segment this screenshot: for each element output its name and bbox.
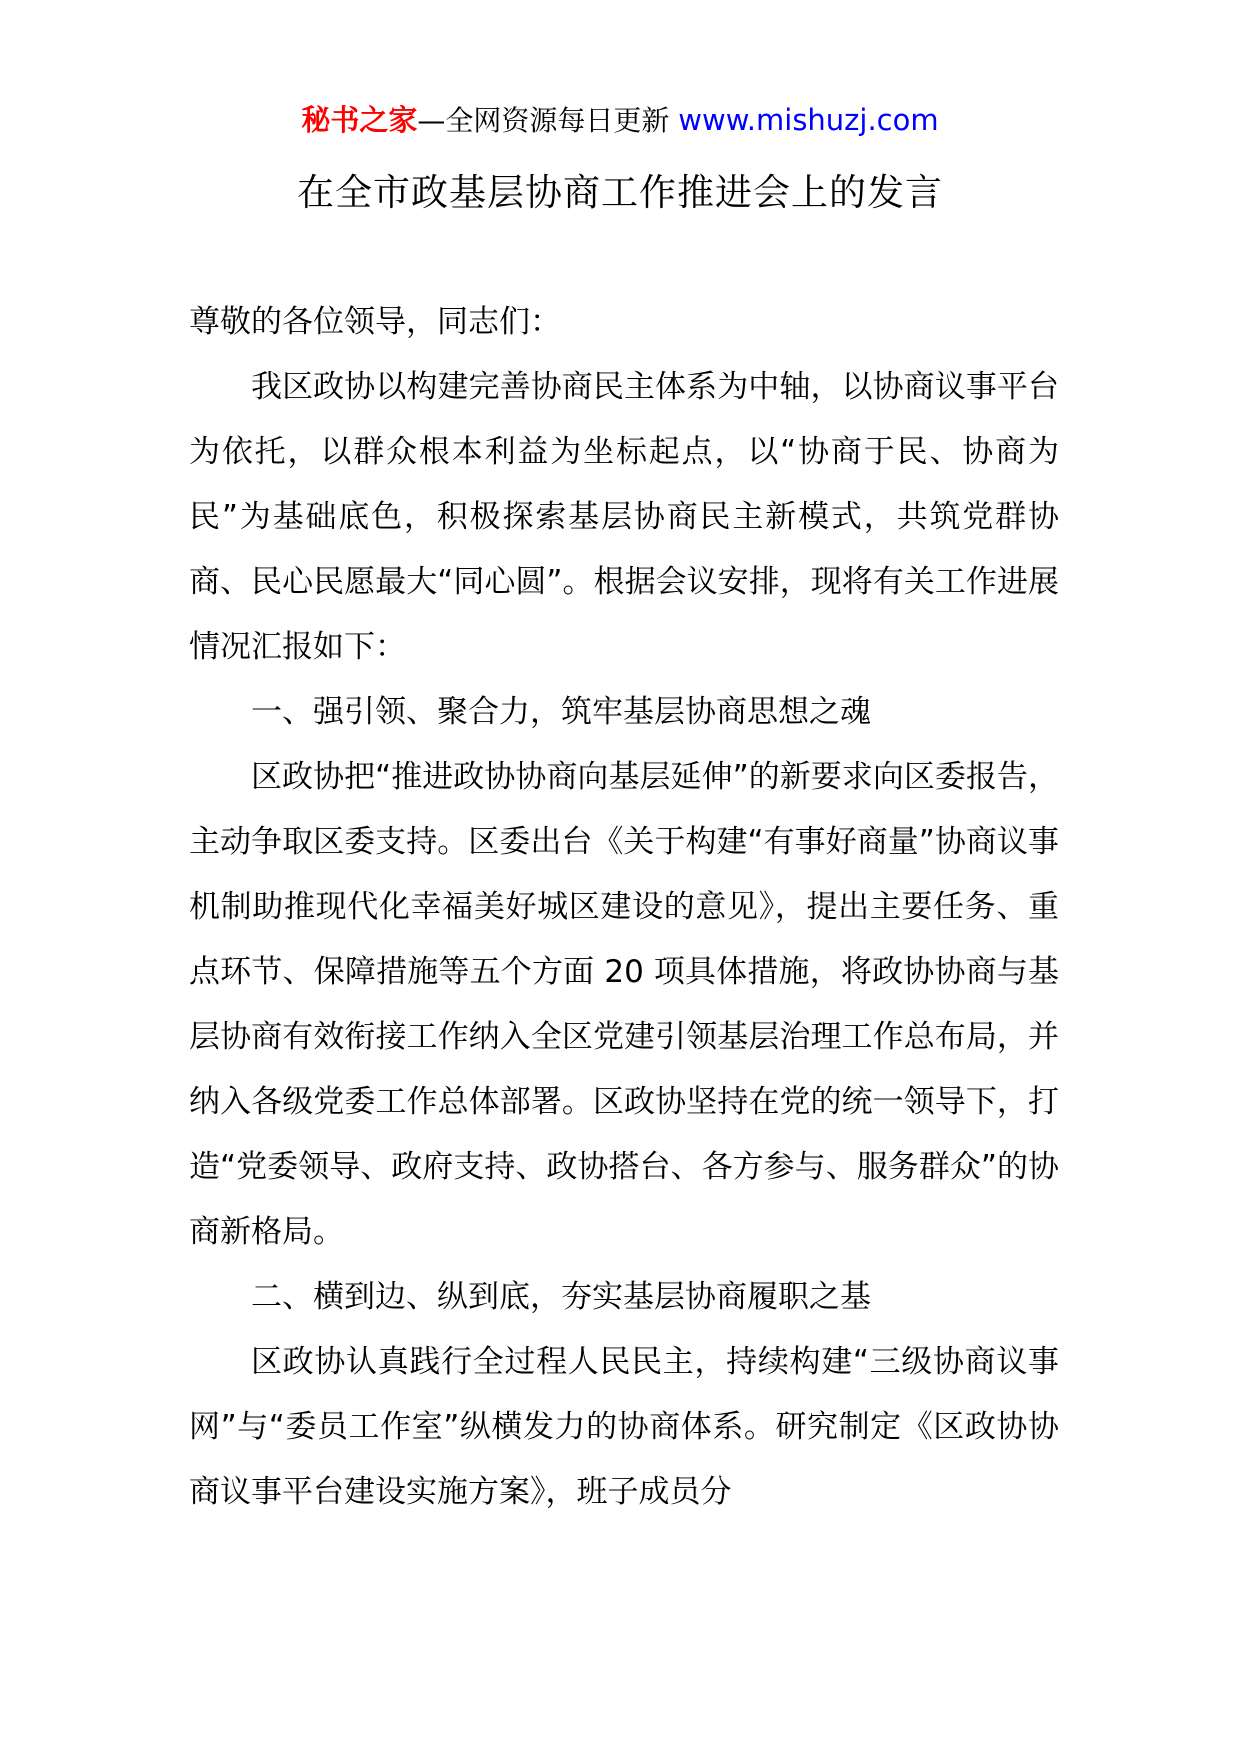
intro-paragraph: 我区政协以构建完善协商民主体系为中轴，以协商议事平台为依托，以群众根本利益为坐标起点，以“协商于民、协商为民”为基础底色，积极探索基层协商民主新模式，共筑党群协商、民心民愿最大“同心圆”。根据会议安排，现将有关工作进展情况汇报如下： xyxy=(189,369,1059,665)
paragraph-2: 区政协认真践行全过程人民民主，持续构建“三级协商议事网”与“委员工作室”纵横发力的协商体系。研究制定《区政协协商议事平台建设实施方案》，班子成员分 xyxy=(189,1344,1059,1510)
section-heading-2: 二、横到边、纵到底，夯实基层协商履职之基 xyxy=(251,1279,871,1315)
section-heading-1: 一、强引领、聚合力，筑牢基层协商思想之魂 xyxy=(251,694,871,730)
paragraph-1: 区政协把“推进政协协商向基层延伸”的新要求向区委报告，主动争取区委支持。区委出台《关于构建“有事好商量”协商议事机制助推现代化幸福美好城区建设的意见》，提出主要任务、重点环节、保障措施等五个方面 20 项具体措施，将政协协商与基层协商有效衔接工作纳入全区党建引领基层治理工作总布局，并纳入各级党委工作总体部署。区政协坚持在党的统一领导下，打造“党委领导、政府支持、政协搭台、各方参与、服务群众”的协商新格局。 xyxy=(189,759,1059,1250)
brand-name: 秘书之家 xyxy=(301,103,418,137)
salutation: 尊敬的各位领导，同志们： xyxy=(189,304,561,340)
site-header xyxy=(0,100,1240,141)
header-tagline: —全网资源每日更新 xyxy=(417,104,670,137)
document-title: 在全市政基层协商工作推进会上的发言 xyxy=(297,171,943,214)
document-body xyxy=(189,290,1059,1525)
site-url-link[interactable]: www.mishuzj.com xyxy=(678,103,939,137)
